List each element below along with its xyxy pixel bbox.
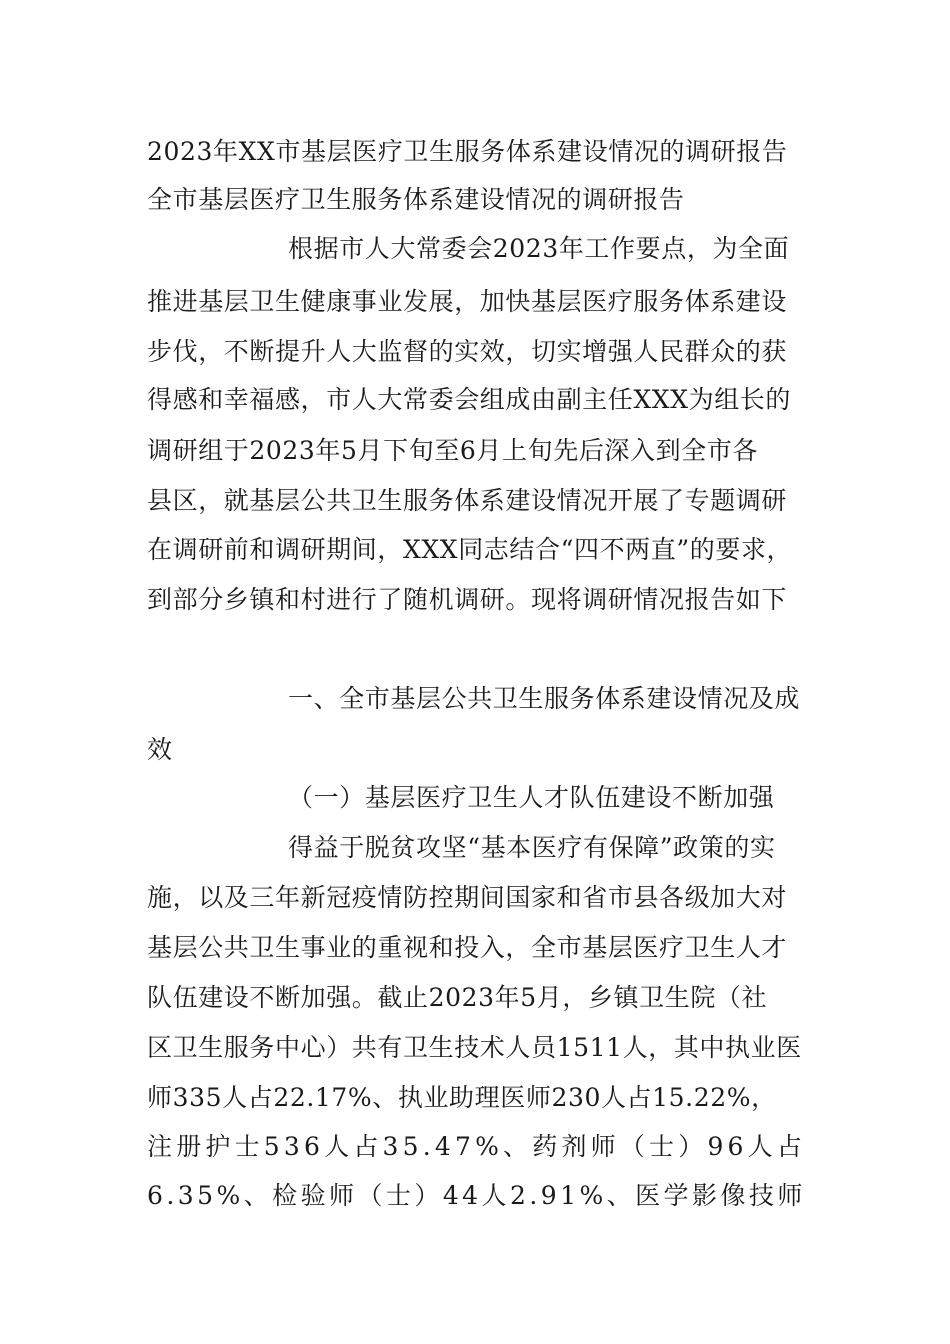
intro-paragraph-line: 步伐，不断提升人大监督的实效，切实增强人民群众的获 [147, 337, 788, 366]
intro-paragraph-line: 县区，就基层公共卫生服务体系建设情况开展了专题调研 [147, 486, 788, 515]
intro-paragraph-line: 推进基层卫生健康事业发展，加快基层医疗服务体系建设 [147, 287, 788, 316]
body-paragraph-line: 施，以及三年新冠疫情防控期间国家和省市县各级加大对 [147, 883, 788, 912]
document-subtitle: 全市基层医疗卫生服务体系建设情况的调研报告 [147, 185, 685, 214]
subsection-heading: （一）基层医疗卫生人才队伍建设不断加强 [288, 783, 775, 812]
body-paragraph-line: 6.35%、检验师（士）44人2.91%、医学影像技师 [147, 1181, 806, 1210]
intro-paragraph-line: 到部分乡镇和村进行了随机调研。现将调研情况报告如下 [147, 585, 788, 614]
body-paragraph-line: 队伍建设不断加强。截止2023年5月，乡镇卫生院（社 [147, 983, 768, 1012]
intro-paragraph-line: 调研组于2023年5月下旬至6月上旬先后深入到全市各 [147, 436, 759, 465]
body-paragraph-line: 基层公共卫生事业的重视和投入，全市基层医疗卫生人才 [147, 933, 788, 962]
body-paragraph-line: 师335人占22.17%、执业助理医师230人占15.22%， [147, 1083, 777, 1112]
section-heading: 一、全市基层公共卫生服务体系建设情况及成 [288, 684, 801, 713]
body-paragraph-line: 区卫生服务中心）共有卫生技术人员1511人，其中执业医 [147, 1033, 802, 1062]
intro-paragraph-line: 在调研前和调研期间，XXX同志结合“四不两直”的要求， [147, 535, 793, 564]
intro-paragraph-line: 根据市人大常委会2023年工作要点，为全面 [288, 234, 790, 263]
body-paragraph-line: 注册护士536人占35.47%、药剂师（士）96人占 [147, 1132, 807, 1161]
section-heading-continuation: 效 [147, 735, 173, 764]
body-paragraph-line: 得益于脱贫攻坚“基本医疗有保障”政策的实 [288, 833, 776, 862]
intro-paragraph-line: 得感和幸福感，市人大常委会组成由副主任XXX为组长的 [147, 385, 791, 414]
document-title: 2023年XX市基层医疗卫生服务体系建设情况的调研报告 [147, 137, 788, 166]
